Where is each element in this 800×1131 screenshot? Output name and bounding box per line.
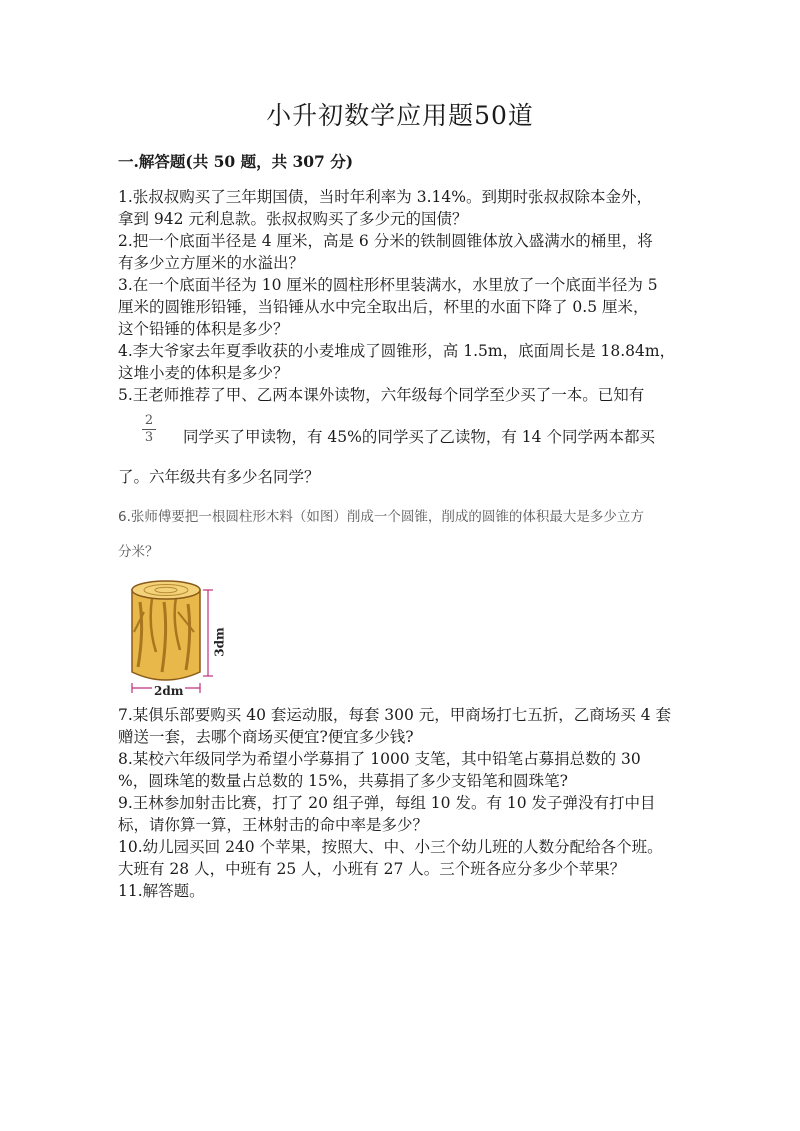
question-2-line-1: 2.把一个底面半径是 4 厘米，高是 6 分米的铁制圆锥体放入盛满水的桶里，将 [118,232,653,250]
question-3-line-2: 厘米的圆锥形铅锤，当铅锤从水中完全取出后，杯里的水面下降了 0.5 厘米， [118,298,649,316]
width-dimension-label: 2dm [154,684,184,698]
question-1-line-1: 1.张叔叔购买了三年期国债，当时年利率为 3.14%。到期时张叔叔除本金外， [118,188,652,206]
question-3-line-3: 这个铅锤的体积是多少？ [118,320,289,338]
question-11-line-1: 11.解答题。 [118,882,205,900]
question-10-line-1: 10.幼儿园买回 240 个苹果，按照大、中、小三个幼儿班的人数分配给各个班。 [118,838,663,856]
section-heading: 一.解答题(共 50 题，共 307 分) [118,152,354,171]
question-7-line-2: 赠送一套，去哪个商场买便宜?便宜多少钱? [118,728,414,746]
fraction-two-thirds [142,414,156,445]
question-6-line-1: 6.张师傅要把一根圆柱形木料（如图）削成一个圆锥，削成的圆锥的体积最大是多少立方 [118,509,644,525]
fraction-numerator: 2 [142,414,156,430]
height-dimension-label: 3dm [213,627,227,657]
question-1-line-2: 拿到 942 元利息款。张叔叔购买了多少元的国债？ [118,210,468,228]
question-8-line-2: %，圆珠笔的数量占总数的 15%，共募捐了多少支铅笔和圆珠笔? [118,772,568,790]
question-4-line-2: 这堆小麦的体积是多少？ [118,364,289,382]
question-7-line-1: 7.某俱乐部要购买 40 套运动服，每套 300 元，甲商场打七五折，乙商场买 4 套 [118,706,672,724]
question-5-line-1: 5.王老师推荐了甲、乙两本课外读物，六年级每个同学至少买了一本。已知有 [118,386,645,404]
question-5-line-3: 了。六年级共有多少名同学？ [118,468,320,486]
question-2-line-2: 有多少立方厘米的水溢出？ [118,254,305,272]
wood-cylinder-figure [118,572,233,702]
question-3-line-1: 3.在一个底面半径为 10 厘米的圆柱形杯里装满水，水里放了一个底面半径为 5 [118,276,658,294]
fraction-denominator: 3 [144,430,154,445]
page-title: 小升初数学应用题50道 [266,101,534,130]
question-4-line-1: 4.李大爷家去年夏季收获的小麦堆成了圆锥形，高 1.5m，底面周长是 18.84m， [118,342,676,360]
question-10-line-2: 大班有 28 人，中班有 25 人，小班有 27 人。三个班各应分多少个苹果？ [118,860,626,878]
question-9-line-2: 标，请你算一算，王林射击的命中率是多少？ [118,816,429,834]
question-8-line-1: 8.某校六年级同学为希望小学募捐了 1000 支笔，其中铅笔占募捐总数的 30 [118,750,641,768]
question-6-line-2: 分米？ [118,544,159,560]
question-5-line-2: 同学买了甲读物，有 45%的同学买了乙读物，有 14 个同学两本都买 [183,428,655,446]
question-9-line-1: 9.王林参加射击比赛，打了 20 组子弹，每组 10 发。有 10 发子弹没有打中目 [118,794,656,812]
